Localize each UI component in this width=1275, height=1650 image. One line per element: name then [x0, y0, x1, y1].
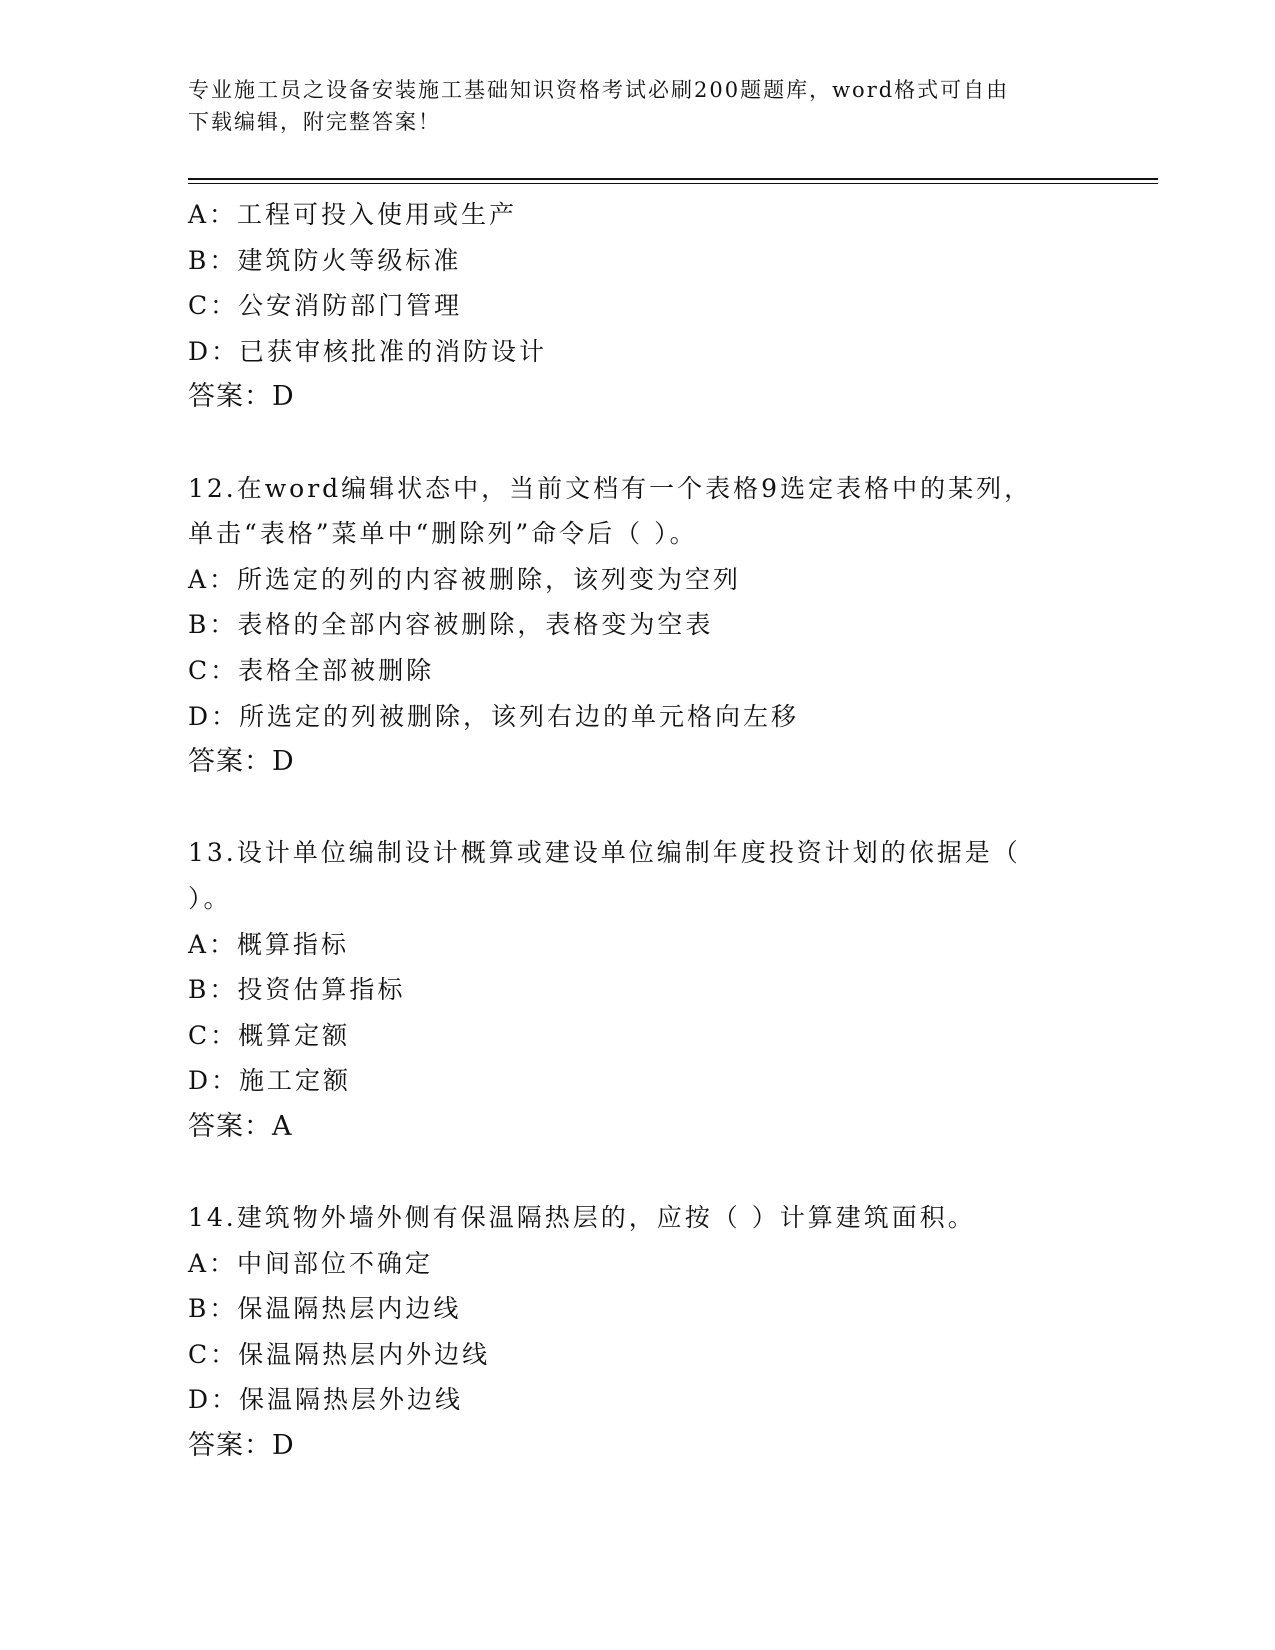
option-b: B：建筑防火等级标准 — [188, 245, 462, 275]
spacer — [188, 785, 1148, 831]
option-b: B：保温隔热层内边线 — [188, 1294, 462, 1324]
answer-line: 答案：A — [188, 1110, 293, 1142]
answer-line: 答案：D — [188, 1430, 295, 1462]
option-d: D：已获审核批准的消防设计 — [188, 336, 548, 366]
answer-line: 答案：D — [188, 381, 295, 413]
header-line-2: 下载编辑，附完整答案！ — [188, 110, 441, 134]
question-14-block — [188, 1195, 1148, 1469]
option-c: C：公安消防部门管理 — [188, 291, 463, 321]
option-c: C：概算定额 — [188, 1020, 351, 1050]
question-stem: 12.在word编辑状态中，当前文档有一个表格9选定表格中的某列， — [188, 473, 1033, 503]
option-a: A：工程可投入使用或生产 — [188, 200, 518, 229]
option-d: D：施工定额 — [188, 1066, 352, 1096]
header-line-1: 专业施工员之设备安装施工基础知识资格考试必刷200题题库，word格式可自由 — [188, 78, 1010, 102]
question-12-block — [188, 466, 1148, 785]
question-13-block — [188, 830, 1148, 1149]
header-rule-thin — [188, 183, 1158, 184]
option-b: B：表格的全部内容被删除，表格变为空表 — [188, 610, 714, 640]
spacer — [188, 420, 1148, 466]
option-c: C：保温隔热层内外边线 — [188, 1339, 491, 1369]
question-stem-continued: 单击“表格”菜单中“删除列”命令后（ ）。 — [188, 519, 698, 549]
option-c: C：表格全部被删除 — [188, 655, 435, 685]
document-header — [188, 74, 1088, 138]
question-stem: 13.设计单位编制设计概算或建设单位编制年度投资计划的依据是（ — [188, 838, 1021, 868]
question-stem-continued: ）。 — [188, 883, 232, 913]
spacer — [188, 1149, 1148, 1195]
header-rule-thick — [188, 178, 1158, 180]
option-b: B：投资估算指标 — [188, 975, 406, 1005]
answer-line: 答案：D — [188, 746, 295, 778]
question-list — [188, 192, 1148, 1469]
option-a: A：所选定的列的内容被删除，该列变为空列 — [188, 564, 742, 594]
option-a: A：中间部位不确定 — [188, 1248, 434, 1278]
option-d: D：所选定的列被删除，该列右边的单元格向左移 — [188, 701, 800, 731]
question-stem: 14.建筑物外墙外侧有保温隔热层的，应按（ ）计算建筑面积。 — [188, 1203, 976, 1233]
question-11-block — [188, 192, 1148, 420]
option-d: D：保温隔热层外边线 — [188, 1385, 464, 1415]
option-a: A：概算指标 — [188, 929, 350, 959]
